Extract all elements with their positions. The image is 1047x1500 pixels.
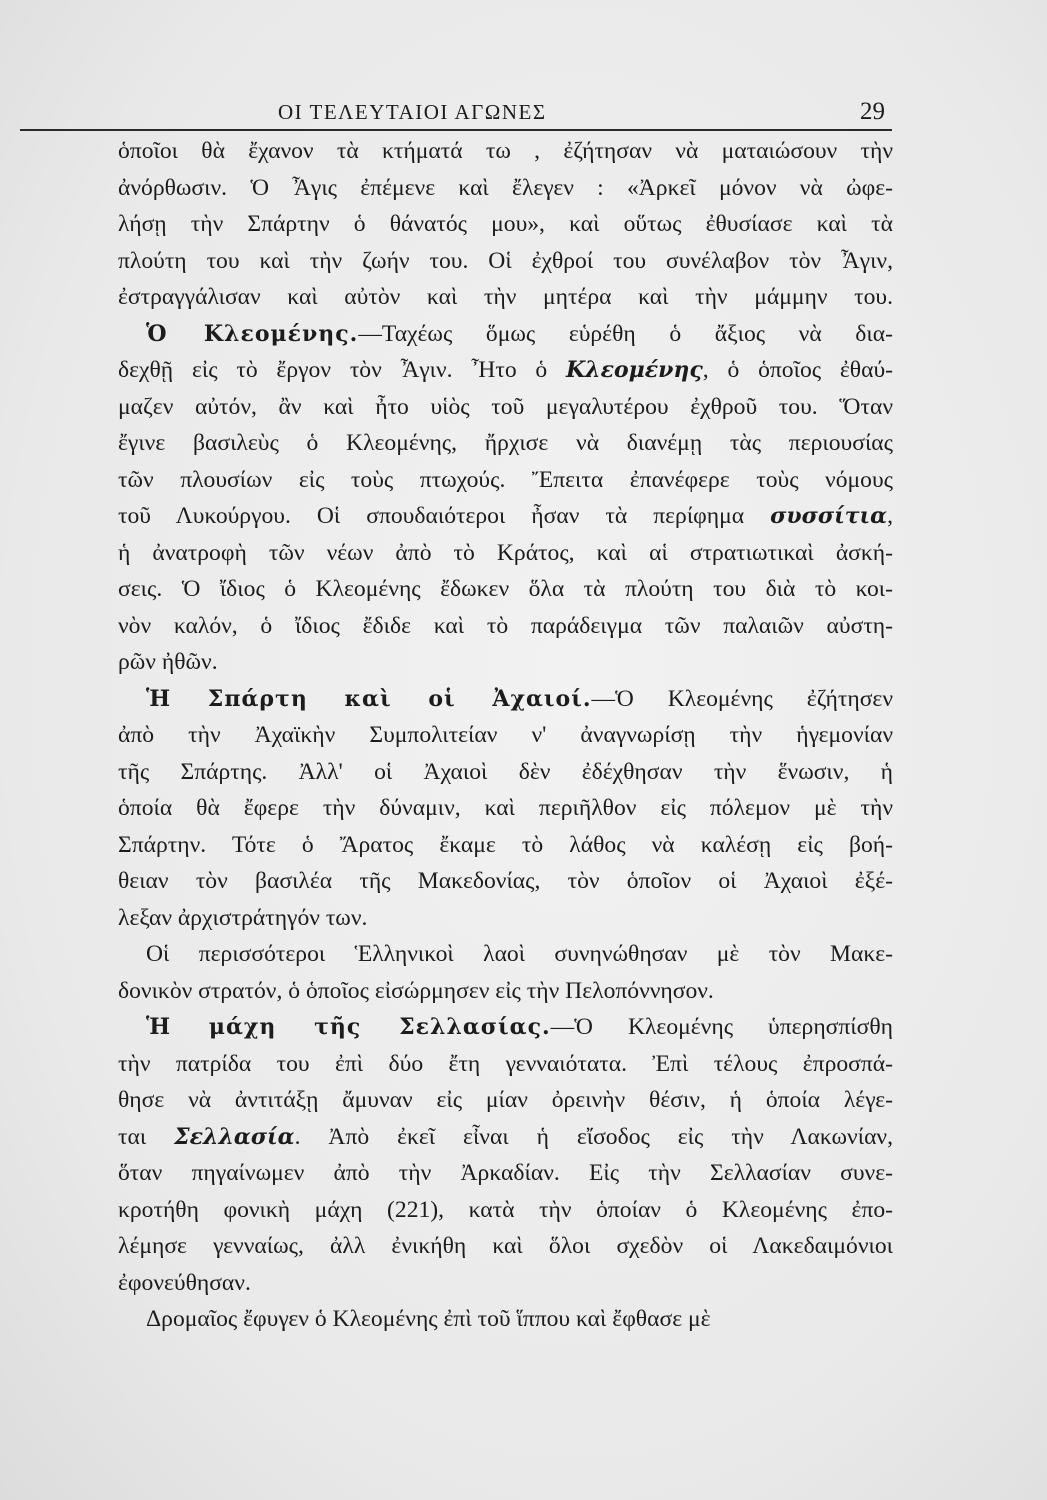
text-line: [118, 279, 893, 316]
text-line: [118, 206, 893, 243]
text-run: ἀπὸ τὴν Ἀχαϊκὴν Συμπολιτείαν ν' ἀναγνωρίσῃ τὴν ἡγεμονίαν: [118, 722, 893, 748]
text-run: ὁποῖοι θὰ ἔχανον τὰ κτήματά τω , ἐζήτησαν νὰ ματαιώσουν τὴν: [118, 138, 893, 164]
text-line: [118, 900, 893, 937]
text-run: θησε νὰ ἀντιτάξῃ ἄμυναν εἰς μίαν ὀρεινὴν θέσιν, ἡ ὁποία λέγε-: [118, 1087, 893, 1113]
text-line: [118, 608, 893, 645]
emphasized-term: συσσίτια: [770, 503, 888, 529]
text-line: [118, 1082, 893, 1119]
text-run: —Ὁ Κλεομένης ὑπερησπίσθη: [550, 1014, 894, 1040]
text-run: λήσῃ τὴν Σπάρτην ὁ θάνατός μου», καὶ οὕτως ἐθυσίασε καὶ τὰ: [118, 211, 893, 237]
text-line: [118, 973, 893, 1010]
text-line: [118, 681, 893, 718]
text-run: ,: [887, 503, 893, 529]
text-line: [118, 425, 893, 462]
text-line: [118, 535, 893, 572]
text-run: —Ὁ Κλεομένης ἐζήτησεν: [591, 685, 893, 712]
text-run: ται: [118, 1123, 175, 1150]
text-line: [118, 243, 893, 280]
section-heading: Ἡ μάχη τῆς Σελλασίας.: [146, 1014, 551, 1040]
text-line: [118, 498, 893, 535]
running-title: ΟΙ ΤΕΛΕΥΤΑΙΟΙ ΑΓΩΝΕΣ: [278, 100, 547, 124]
text-run: ρῶν ἠθῶν.: [118, 649, 218, 675]
text-line: [118, 170, 893, 207]
text-line: [118, 1228, 893, 1265]
body-text: [118, 133, 893, 1338]
text-run: Οἱ περισσότεροι Ἑλληνικοὶ λαοὶ συνηνώθησαν μὲ τὸν Μακε-: [146, 941, 893, 967]
emphasized-term: Κλεομένης: [566, 357, 703, 383]
text-line: [118, 1301, 893, 1338]
text-line: [118, 863, 893, 900]
section-heading: Ὁ Κλεομένης.: [146, 320, 359, 347]
text-run: δονικὸν στρατόν, ὁ ὁποῖος εἰσώρμησεν εἰς τὴν Πελοπόννησον.: [118, 977, 714, 1004]
text-line: [118, 316, 893, 353]
text-line: [118, 1046, 893, 1083]
text-run: ἔγινε βασιλεὺς ὁ Κλεομένης, ἤρχισε νὰ διανέμῃ τὰς περιουσίας: [118, 430, 893, 456]
text-line: [118, 1155, 893, 1192]
text-line: [118, 462, 893, 499]
header-rule: [20, 129, 892, 131]
text-line: [118, 790, 893, 827]
text-run: τὴν πατρίδα του ἐπὶ δύο ἔτη γενναιότατα. Ἐπὶ τέλους ἐπροσπά-: [118, 1050, 893, 1077]
text-run: Σπάρτην. Τότε ὁ Ἄρατος ἔκαμε τὸ λάθος νὰ καλέσῃ εἰς βοή-: [118, 831, 893, 858]
text-line: [118, 389, 893, 426]
text-run: τῆς Σπάρτης. Ἀλλ' οἱ Ἀχαιοὶ δὲν ἐδέχθησαν τὴν ἕνωσιν, ἡ: [118, 758, 893, 785]
text-run: θειαν τὸν βασιλέα τῆς Μακεδονίας, τὸν ὁποῖον οἱ Ἀχαιοὶ ἐξέ-: [118, 868, 893, 894]
text-line: [118, 717, 893, 754]
text-run: λεξαν ἀρχιστράτηγόν των.: [118, 904, 368, 931]
text-line: [118, 754, 893, 791]
text-run: τῶν πλουσίων εἰς τοὺς πτωχούς. Ἔπειτα ἐπανέφερε τοὺς νόμους: [118, 466, 893, 493]
text-run: . Ἀπὸ ἐκεῖ εἶναι ἡ εἴσοδος εἰς τὴν Λακωνίαν,: [294, 1123, 893, 1150]
text-run: τοῦ Λυκούργου. Οἱ σπουδαιότεροι ἦσαν τὰ περίφημα: [118, 503, 771, 529]
page-number: 29: [860, 98, 885, 125]
text-run: δεχθῇ εἰς τὸ ἔργον τὸν Ἆγιν. Ἦτο ὁ: [118, 357, 567, 383]
page-header: [20, 96, 890, 130]
text-run: μαζεν αὐτόν, ἂν καὶ ἦτο υἱὸς τοῦ μεγαλυτέρου ἐχθροῦ του. Ὅταν: [118, 393, 893, 420]
text-run: πλούτη του καὶ τὴν ζωήν του. Οἱ ἐχθροί του συνέλαβον τὸν Ἆγιν,: [118, 247, 893, 274]
text-run: σεις. Ὁ ἴδιος ὁ Κλεομένης ἔδωκεν ὅλα τὰ πλούτη του διὰ τὸ κοι-: [118, 576, 893, 602]
emphasized-term: Σελλασία: [174, 1123, 295, 1150]
text-run: Δρομαῖος ἔφυγεν ὁ Κλεομένης ἐπὶ τοῦ ἵππου καὶ ἔφθασε μὲ: [146, 1306, 711, 1332]
text-run: , ὁ ὁποῖος ἐθαύ-: [702, 357, 894, 383]
text-run: νὸν καλόν, ὁ ἴδιος ἔδιδε καὶ τὸ παράδειγμα τῶν παλαιῶν αὐστη-: [118, 612, 893, 639]
text-run: κροτήθη φονικὴ μάχη (221), κατὰ τὴν ὁποίαν ὁ Κλεομένης ἐπο-: [118, 1196, 893, 1223]
text-line: [118, 1119, 893, 1156]
text-run: ὅταν πηγαίνωμεν ἀπὸ τὴν Ἀρκαδίαν. Εἰς τὴν Σελλασίαν συνε-: [118, 1160, 893, 1186]
text-line: [118, 352, 893, 389]
text-line: [118, 133, 893, 170]
text-run: ἐστραγγάλισαν καὶ αὐτὸν καὶ τὴν μητέρα καὶ τὴν μάμμην του.: [118, 284, 893, 310]
text-line: [118, 1009, 893, 1046]
text-line: [118, 644, 893, 681]
text-run: ἀνόρθωσιν. Ὁ Ἆγις ἐπέμενε καὶ ἔλεγεν : «Ἀρκεῖ μόνον νὰ ὠφε-: [118, 174, 893, 201]
text-line: [118, 1192, 893, 1229]
text-run: ἡ ἀνατροφὴ τῶν νέων ἀπὸ τὸ Κράτος, καὶ αἱ στρατιωτικαὶ ἀσκή-: [118, 539, 893, 566]
text-run: ἐφονεύθησαν.: [118, 1269, 251, 1296]
text-line: [118, 571, 893, 608]
text-run: λέμησε γενναίως, ἀλλ ἐνικήθη καὶ ὅλοι σχεδὸν οἱ Λακεδαιμόνιοι: [118, 1233, 893, 1259]
section-heading: Ἡ Σπάρτη καὶ οἱ Ἀχαιοί.: [146, 685, 592, 712]
text-line: [118, 1265, 893, 1302]
text-run: ὁποία θὰ ἔφερε τὴν δύναμιν, καὶ περιῆλθον εἰς πόλεμον μὲ τὴν: [118, 795, 893, 821]
text-run: —Ταχέως ὅμως εὑρέθη ὁ ἄξιος νὰ δια-: [358, 320, 893, 347]
text-line: [118, 827, 893, 864]
text-line: [118, 936, 893, 973]
